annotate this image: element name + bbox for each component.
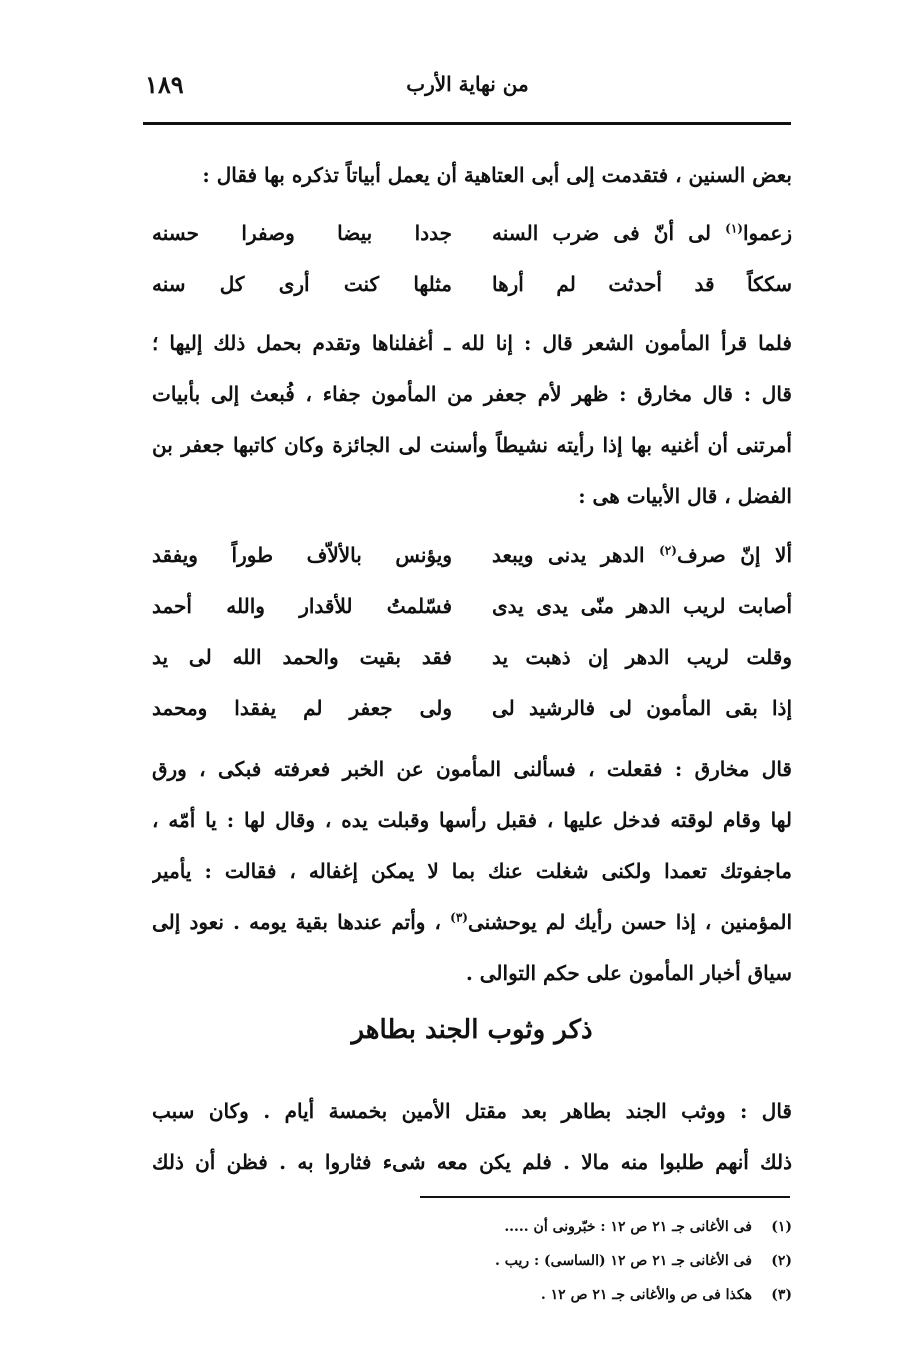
paragraph-line: قال : قال مخارق : ظهر لأم جعفر من المأمون جفاء ، فُبعث إلى بأبيات <box>152 382 792 406</box>
second-hemistich: فقد بقيت والحمد الله لى يد <box>152 645 452 669</box>
footnote-number: (٣) <box>771 1287 792 1303</box>
footnote-rule <box>420 1196 790 1198</box>
verse <box>152 581 792 632</box>
section-heading: ذكر وثوب الجند بطاهر <box>351 1015 593 1045</box>
second-hemistich: فسّلمتُ للأقدار والله أحمد <box>152 594 452 618</box>
footnote <box>400 1278 792 1312</box>
paragraph-line: فلما قرأ المأمون الشعر قال : إنا لله ـ أغفلناها وتقدم بحمل ذلك إليها ؛ <box>152 331 792 355</box>
paragraph-line: لها وقام لوقته فدخل عليها ، فقبل رأسها وقبلت يده ، وقال لها : يا أمّه ، <box>152 808 792 832</box>
paragraph-line: المؤمنين ، إذا حسن رأيك لم يوحشنى$^{(٣)}$ ، وأتم عندها بقية يومه . نعود إلى <box>152 910 792 934</box>
second-hemistich: جددا بيضا وصفرا حسنه <box>152 221 452 245</box>
footnote-text: فى الأغانى جـ ٢١ ص ١٢ : خبّرونى أن ..... <box>504 1219 752 1235</box>
page-number: ١٨٩ <box>145 70 184 99</box>
first-hemistich: وقلت لريب الدهر إن ذهبت يد <box>492 645 792 669</box>
second-hemistich: ويؤنس بالألاّف طوراً ويفقد <box>152 543 452 567</box>
verse <box>152 208 792 259</box>
poem-2 <box>152 530 792 734</box>
footnote-text: فى الأغانى جـ ٢١ ص ١٢ (الساسى) : ريب . <box>494 1253 752 1269</box>
verse <box>152 259 792 310</box>
verse <box>152 530 792 581</box>
paragraph-2 <box>152 318 792 522</box>
first-hemistich: أصابت لريب الدهر منّى يدى يدى <box>492 594 792 618</box>
paragraph-line: الفضل ، قال الأبيات هى : <box>578 484 792 508</box>
footnote <box>400 1210 792 1244</box>
paragraph-line: ذلك أنهم طلبوا منه مالا . فلم يكن معه شىء فثاروا به . فظن أن ذلك <box>152 1150 792 1174</box>
paragraph-line: سياق أخبار المأمون على حكم التوالى . <box>465 961 792 985</box>
paragraph-line: أمرتنى أن أغنيه بها إذا رأيته نشيطاً وأسنت لى الجائزة وكان كاتبها جعفر بن <box>152 433 792 457</box>
second-hemistich: ولى جعفر لم يفقدا ومحمد <box>152 696 452 720</box>
running-title: من نهاية الأرب <box>406 72 529 96</box>
poem-1 <box>152 208 792 310</box>
verse <box>152 632 792 683</box>
first-hemistich: إذا بقى المأمون لى فالرشيد لى <box>492 696 792 720</box>
second-hemistich: مثلها كنت أرى كل سنه <box>152 272 452 296</box>
paragraph-4 <box>152 1086 792 1188</box>
footnote <box>400 1244 792 1278</box>
paragraph-line: بعض السنين ، فتقدمت إلى أبى العتاهية أن يعمل أبياتاً تذكره بها فقال : <box>202 163 792 187</box>
paragraph-1 <box>152 150 792 201</box>
footnote-text: هكذا فى ص والأغانى جـ ٢١ ص ١٢ . <box>540 1287 752 1303</box>
footnote-number: (١) <box>771 1219 792 1235</box>
footnote-number: (٢) <box>771 1253 792 1269</box>
paragraph-line: قال مخارق : فقعلت ، فسألنى المأمون عن الخبر فعرفته فبكى ، ورق <box>152 757 792 781</box>
footnote-marker: (١) <box>725 221 743 236</box>
page-header <box>145 70 790 110</box>
first-hemistich: زعموا$^{(١)}$ لى أنّ فى ضرب السنه <box>492 221 792 245</box>
paragraph-line: قال : ووثب الجند بطاهر بعد مقتل الأمين بخمسة أيام . وكان سبب <box>152 1099 792 1123</box>
paragraph-line: ماجفوتك تعمدا ولكنى شغلت عنك بما لا يمكن إغفاله ، فقالت : يأمير <box>152 859 792 883</box>
first-hemistich: ألا إنّ صرف$^{(٢)}$ الدهر يدنى ويبعد <box>492 543 792 567</box>
paragraph-3 <box>152 744 792 999</box>
first-hemistich: سككاً قد أحدثت لم أرها <box>492 272 792 296</box>
footnotes <box>400 1210 792 1312</box>
footnote-marker: (٢) <box>659 543 677 558</box>
footnote-marker: (٣) <box>450 910 468 925</box>
verse <box>152 683 792 734</box>
header-rule <box>143 122 791 125</box>
